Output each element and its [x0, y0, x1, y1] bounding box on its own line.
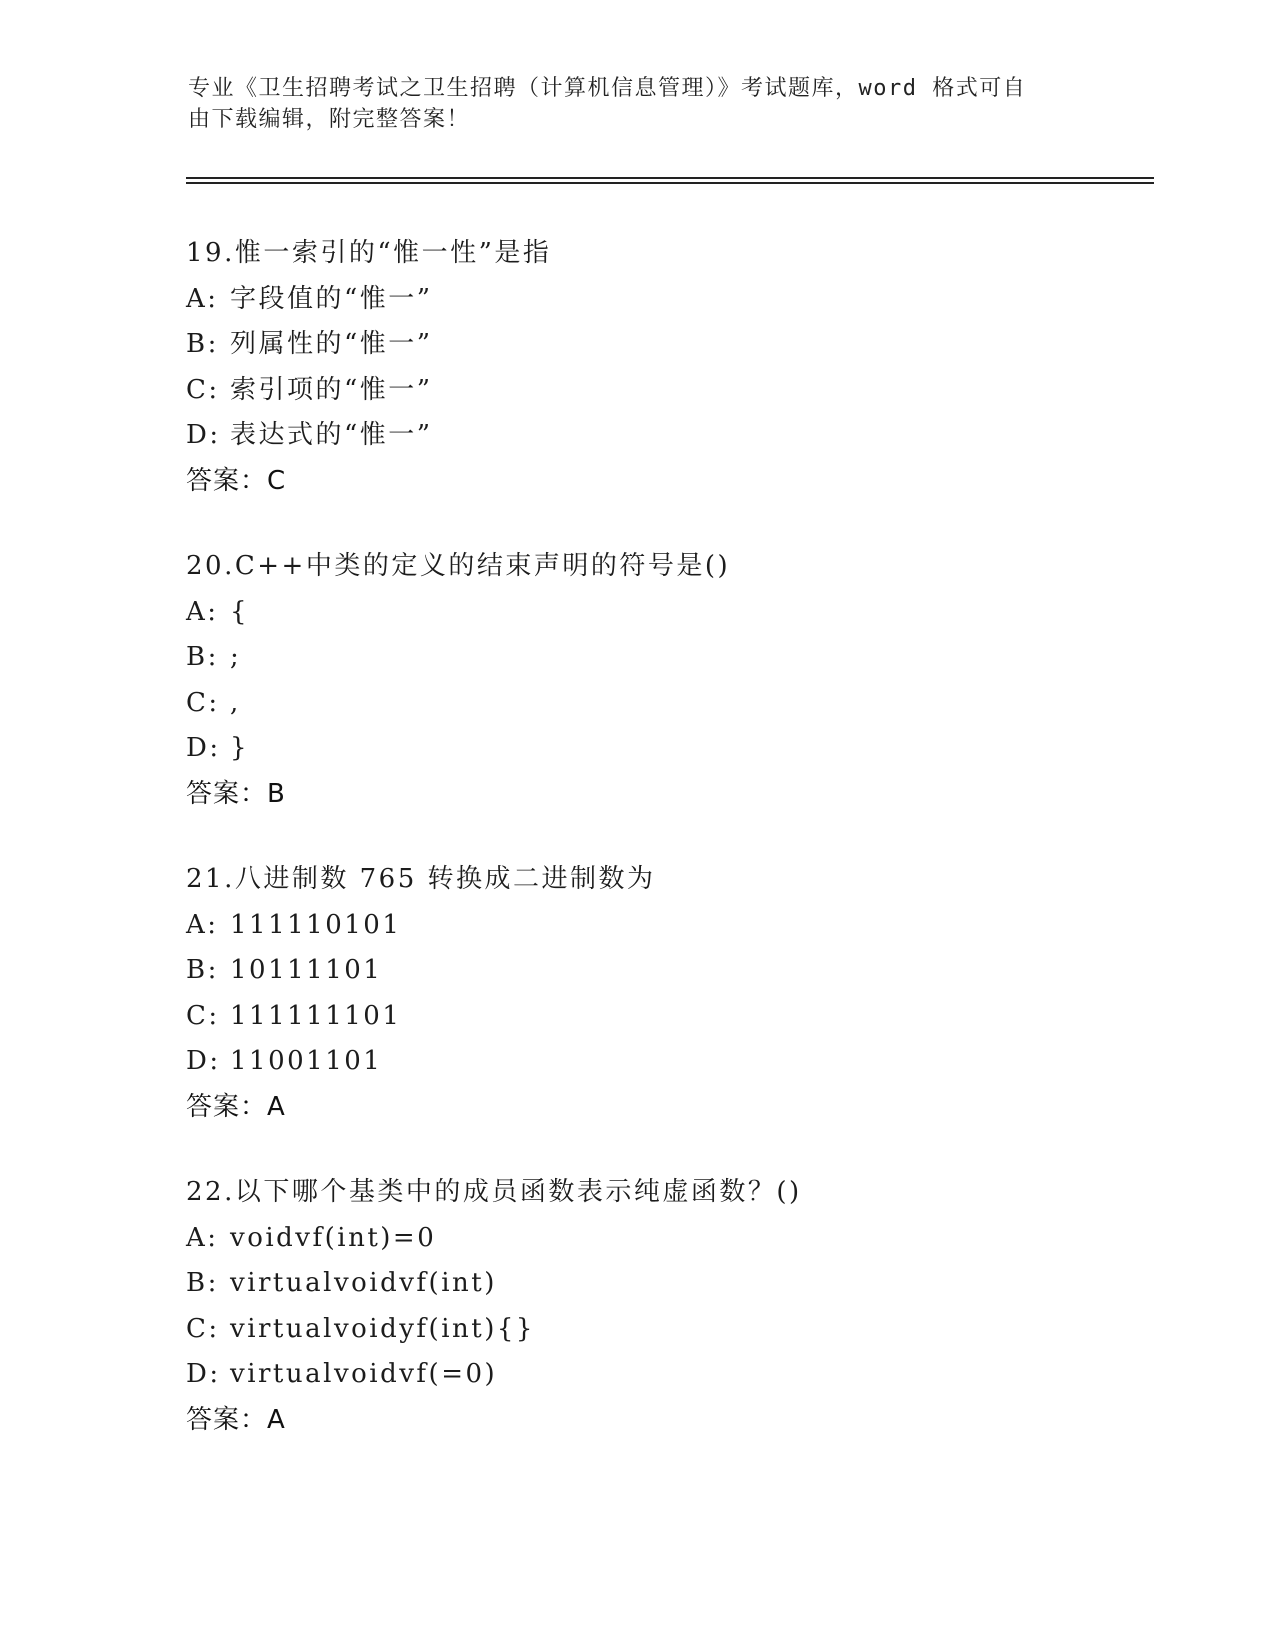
option-letter: C:	[186, 687, 220, 718]
question-stem: 20.C++中类的定义的结束声明的符号是()	[186, 551, 731, 581]
option-text: virtualvoidvf(=0)	[230, 1359, 498, 1389]
question-22	[186, 1170, 1166, 1443]
option-d	[186, 726, 1166, 772]
option-letter: B:	[186, 955, 219, 985]
option-text: 11001101	[230, 1046, 383, 1076]
question-21	[186, 857, 1166, 1130]
header-line-2: 由下载编辑，附完整答案！	[188, 107, 471, 132]
option-a	[186, 1216, 1166, 1262]
option-letter: D:	[186, 733, 221, 763]
option-c	[186, 994, 1166, 1040]
header-line-1: 专业《卫生招聘考试之卫生招聘（计算机信息管理）》考试题库，word 格式可自	[188, 76, 1027, 101]
option-text: ;	[230, 642, 242, 672]
option-letter: D:	[186, 1046, 221, 1076]
option-text: 字段值的“惟一”	[230, 283, 433, 314]
option-b	[186, 1261, 1166, 1307]
option-a	[186, 590, 1166, 636]
option-text: }	[230, 733, 250, 763]
option-letter: A:	[186, 596, 219, 627]
answer: 答案：C	[186, 465, 287, 496]
answer: 答案：B	[186, 778, 286, 809]
option-letter: B:	[186, 642, 219, 672]
option-c	[186, 1307, 1166, 1353]
document-header	[188, 73, 1088, 135]
option-text: 111110101	[230, 909, 402, 940]
option-text: 列属性的“惟一”	[230, 329, 433, 359]
option-letter: B:	[186, 1268, 219, 1298]
option-text: 111111101	[230, 1000, 402, 1031]
question-stem: 19.惟一索引的“惟一性”是指	[186, 238, 552, 268]
option-d	[186, 413, 1166, 459]
option-text: 索引项的“惟一”	[230, 374, 433, 405]
option-text: 表达式的“惟一”	[230, 420, 433, 450]
header-rule-top	[186, 177, 1154, 179]
option-text: ,	[230, 687, 241, 718]
option-text: 10111101	[230, 955, 383, 985]
option-text: virtualvoidvf(int)	[230, 1268, 497, 1298]
header-rule-bottom	[186, 182, 1154, 184]
option-d	[186, 1352, 1166, 1398]
option-text: {	[230, 596, 250, 627]
question-stem: 22.以下哪个基类中的成员函数表示纯虚函数？()	[186, 1177, 802, 1207]
option-letter: A:	[186, 283, 219, 314]
option-letter: D:	[186, 420, 221, 450]
option-letter: A:	[186, 1222, 219, 1253]
option-b	[186, 635, 1166, 681]
option-letter: C:	[186, 374, 220, 405]
option-a	[186, 903, 1166, 949]
option-letter: C:	[186, 1313, 220, 1344]
question-stem: 21.八进制数 765 转换成二进制数为	[186, 864, 656, 894]
question-19	[186, 231, 1166, 504]
option-d	[186, 1039, 1166, 1085]
question-20	[186, 544, 1166, 817]
option-letter: D:	[186, 1359, 221, 1389]
option-letter: C:	[186, 1000, 220, 1031]
option-c	[186, 368, 1166, 414]
option-text: virtualvoidyf(int){}	[230, 1313, 535, 1344]
answer: 答案：A	[186, 1404, 286, 1435]
option-c	[186, 681, 1166, 727]
option-b	[186, 322, 1166, 368]
option-letter: B:	[186, 329, 219, 359]
answer: 答案：A	[186, 1091, 286, 1122]
question-list	[186, 231, 1166, 1483]
option-letter: A:	[186, 909, 219, 940]
option-text: voidvf(int)=0	[230, 1222, 437, 1253]
option-a	[186, 277, 1166, 323]
option-b	[186, 948, 1166, 994]
